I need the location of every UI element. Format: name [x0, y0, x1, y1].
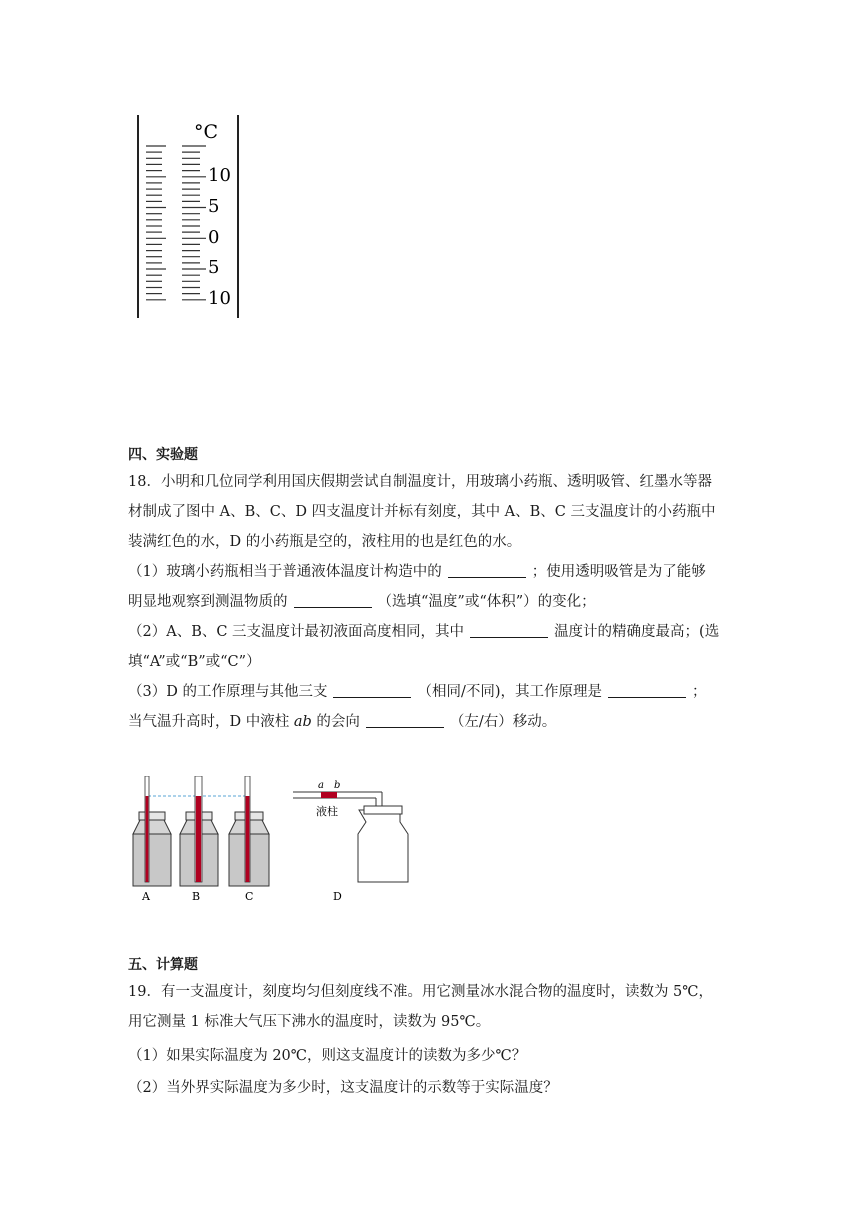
liquid-column [321, 792, 337, 798]
point-a-label: a [318, 780, 324, 791]
q18-p3-text-b: （相同/不同)，其工作原理是 [417, 684, 603, 700]
q18-part3-line1 [128, 682, 707, 702]
point-b-label: b [334, 780, 341, 791]
section4-title: 四、实验题 [128, 447, 198, 463]
tick-label-top-10: 10 [208, 165, 231, 186]
tick-label-0: 0 [208, 227, 220, 248]
answer-blank-3[interactable] [470, 623, 548, 638]
label-b: B [192, 890, 201, 903]
q18-p3-text-d: 当气温升高时，D 中液柱 [128, 714, 290, 730]
answer-blank-5[interactable] [608, 683, 686, 698]
q18-p1-text-c: 明显地观察到测温物质的 [128, 594, 288, 610]
section5-title: 五、计算题 [128, 957, 198, 973]
bottle-a [133, 776, 171, 903]
q18-stem-line3: 装满红色的水，D 的小药瓶是空的，液柱用的也是红色的水。 [128, 534, 522, 550]
label-d: D [333, 890, 342, 903]
label-c: C [245, 890, 254, 903]
q18-part2-line2: 填“A”或“B”或“C”） [128, 654, 261, 670]
answer-blank-4[interactable] [333, 683, 411, 698]
q18-p3-text-c: ； [692, 684, 707, 700]
tick-label-top-5: 5 [208, 196, 220, 217]
q18-p1-text-b: ；使用透明吸管是为了能够 [531, 564, 706, 580]
q19-line1: 19．有一支温度计，刻度均匀但刻度线不准。用它测量冰水混合物的温度时，读数为 5℃， [128, 984, 714, 1000]
q19-part2: （2）当外界实际温度为多少时，这支温度计的示数等于实际温度？ [128, 1080, 558, 1096]
q18-p3-text-f: （左/右）移动。 [449, 714, 557, 730]
q19-line2: 用它测量 1 标准大气压下沸水的温度时，读数为 95℃。 [128, 1014, 491, 1030]
q18-part2-line1 [128, 622, 719, 642]
tick-label-bottom-5: 5 [208, 257, 220, 278]
q18-part1-line1 [128, 562, 706, 582]
q18-p3-ab: ab [293, 714, 312, 730]
label-a: A [142, 890, 150, 903]
q18-stem-line1: 18．小明和几位同学利用国庆假期尝试自制温度计，用玻璃小药瓶、透明吸管、红墨水等器 [128, 474, 712, 490]
q18-p1-text-a: （1）玻璃小药瓶相当于普通液体温度计构造中的 [128, 564, 442, 580]
bottle-d [293, 780, 408, 903]
q18-part3-line2 [128, 712, 556, 732]
bottle-c [229, 776, 269, 903]
q18-p2-text-b: 温度计的精确度最高；(选 [554, 624, 720, 640]
bottle-b [180, 776, 218, 903]
thermometer-scale-figure [128, 110, 248, 325]
q18-p1-text-d: （选填“温度”或“体积”）的变化； [377, 594, 596, 610]
q18-p2-text-a: （2）A、B、C 三支温度计最初液面高度相同，其中 [128, 624, 465, 640]
q19-part1: （1）如果实际温度为 20℃，则这支温度计的读数为多少℃？ [128, 1048, 527, 1064]
answer-blank-6[interactable] [366, 713, 444, 728]
q18-p3-text-a: （3）D 的工作原理与其他三支 [128, 684, 328, 700]
q18-part1-line2 [128, 592, 596, 612]
liquid-column-label: 液柱 [316, 805, 338, 818]
tick-label-bottom-10: 10 [208, 288, 231, 309]
bottle-thermometers-figure [128, 776, 428, 906]
q18-stem-line2: 材制成了图中 A、B、C、D 四支温度计并标有刻度，其中 A、B、C 三支温度计的小药瓶中 [128, 504, 716, 520]
answer-blank-1[interactable] [448, 563, 526, 578]
answer-blank-2[interactable] [294, 593, 372, 608]
unit-label: °C [194, 121, 219, 143]
q18-p3-text-e: 的会向 [316, 714, 360, 730]
